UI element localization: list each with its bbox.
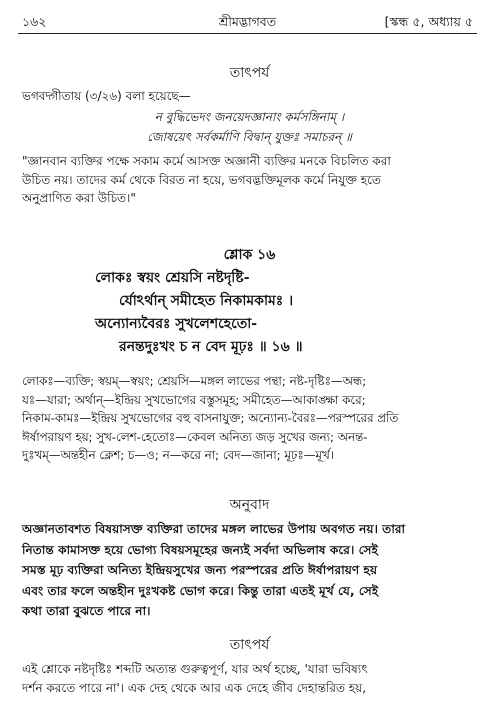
translation-line: নিতান্ত কামাসক্ত হয়ে ভোগ্য বিষয়সমূহের জন্যই সর্বদা অভিলাষ করে। সেই (22, 542, 378, 557)
synonym-line: লোকঃ—ব্যক্তি; স্বয়ম্—স্বয়ং; শ্রেয়সি—মঙ্গল লাভের পন্থা; নষ্ট-দৃষ্টিঃ—অন্ধ; (22, 374, 367, 388)
purport-heading: তাৎপর্য (229, 65, 270, 81)
synonym-line: ঈর্ষাপরায়ণ হয়; সুখ-লেশ-হেতোঃ—কেবল অনিত্য জড় সুখের জন্য; অনন্ত- (22, 429, 368, 444)
purport-paragraph (22, 660, 477, 697)
translation-paragraph (22, 519, 477, 622)
translation-heading: অনুবাদ (229, 497, 270, 513)
verse-line: র্যোঽর্থান্ সমীহেত নিকামকামঃ । (119, 293, 294, 309)
verse-heading: শ্লোক ১৬ (223, 247, 276, 263)
gita-quote-line: ন বুদ্ধিভেদং জনয়েদজ্ঞানাং কর্মসঙ্গিনাম্ । (154, 110, 345, 124)
translation-line: অজ্ঞানতাবশত বিষয়াসক্ত ব্যক্তিরা তাদের মঙ্গল লাভের উপায় অবগত নয়। তারা (22, 522, 406, 536)
text-line: উচিত নয়। তাদের কর্ম থেকে বিরত না হয়ে, ভগবদ্ভক্তিমূলক কর্মে নিযুক্ত হতে (22, 172, 381, 187)
synonym-line: যঃ—যারা; অর্থান্—ইন্দ্রিয় সুখভোগের বস্তুসমূহ; সমীহেত—আকাঙ্ক্ষা করে; (22, 392, 366, 407)
translation-line: সমস্ত মূঢ় ব্যক্তিরা অনিত্য ইন্দ্রিয়সুখের জন্য পরস্পরের প্রতি ঈর্ষাপরায়ণ হয় (22, 563, 378, 577)
word-for-word-synonyms (22, 372, 477, 465)
text-line: এই শ্লোকে নষ্টদৃষ্টিঃ শব্দটি অত্যন্ত গুরুত্বপূর্ণ, যার অর্থ হচ্ছে, 'যারা ভবিষ্যৎ (22, 662, 368, 676)
text-line: "জ্ঞানবান ব্যক্তির পক্ষে সকাম কর্মে আসক্ত অজ্ঞানী ব্যক্তির মনকে বিচলিত করা (22, 154, 391, 168)
chapter-reference: [স্কন্ধ ৫, অধ্যায় ৫ (384, 14, 473, 29)
synonym-line: নিকাম-কামঃ—ইন্দ্রিয় সুখভোগের বহু বাসনাযুক্ত; অন্যোন্য-বৈরঃ—পরস্পরের প্রতি (22, 411, 399, 425)
header-rule (18, 33, 477, 34)
gita-quote-line: জোষয়েৎ সর্বকর্মাণি বিদ্বান্ যুক্তঃ সমাচরন্ ॥ (147, 130, 352, 144)
translation-line: কথা তারা বুঝতে পারে না। (22, 604, 151, 618)
translation-line: এবং তার ফলে অন্তহীন দুঃখকষ্ট ভোগ করে। কিন্তু তারা এতই মূর্খ যে, সেই (22, 583, 379, 598)
book-title: শ্রীমদ্ভাগবত (218, 14, 277, 29)
running-header (22, 14, 473, 34)
purport-heading: তাৎপর্য (229, 637, 270, 653)
text-line: দর্শন করতে পারে না'। এক দেহ থেকে আর এক দেহে জীব দেহান্তরিত হয়, (22, 680, 367, 695)
verse-text (95, 267, 477, 359)
verse-line: অন্যোন্যবৈরঃ সুখলেশহেতো- (95, 316, 258, 332)
verse-line: লোকঃ স্বয়ং শ্রেয়সি নষ্টদৃষ্টি- (95, 270, 250, 286)
purport-paragraph (22, 152, 477, 208)
synonym-line: দুঃখম্—অন্তহীন ক্লেশ; চ—ও; ন—করে না; বেদ—জানা; মূঢ়ঃ—মূর্খ। (22, 448, 334, 462)
text-line: অনুপ্রাণিত করা উচিত।" (22, 191, 136, 205)
verse-line: রনন্তদুঃখং চ ন বেদ মূঢ়ঃ ॥ ১৬ ॥ (119, 339, 303, 355)
purport-intro: ভগবদ্গীতায় (৩/২৬) বলা হয়েছে— (22, 89, 191, 103)
page-number: ১৬২ (22, 14, 47, 29)
